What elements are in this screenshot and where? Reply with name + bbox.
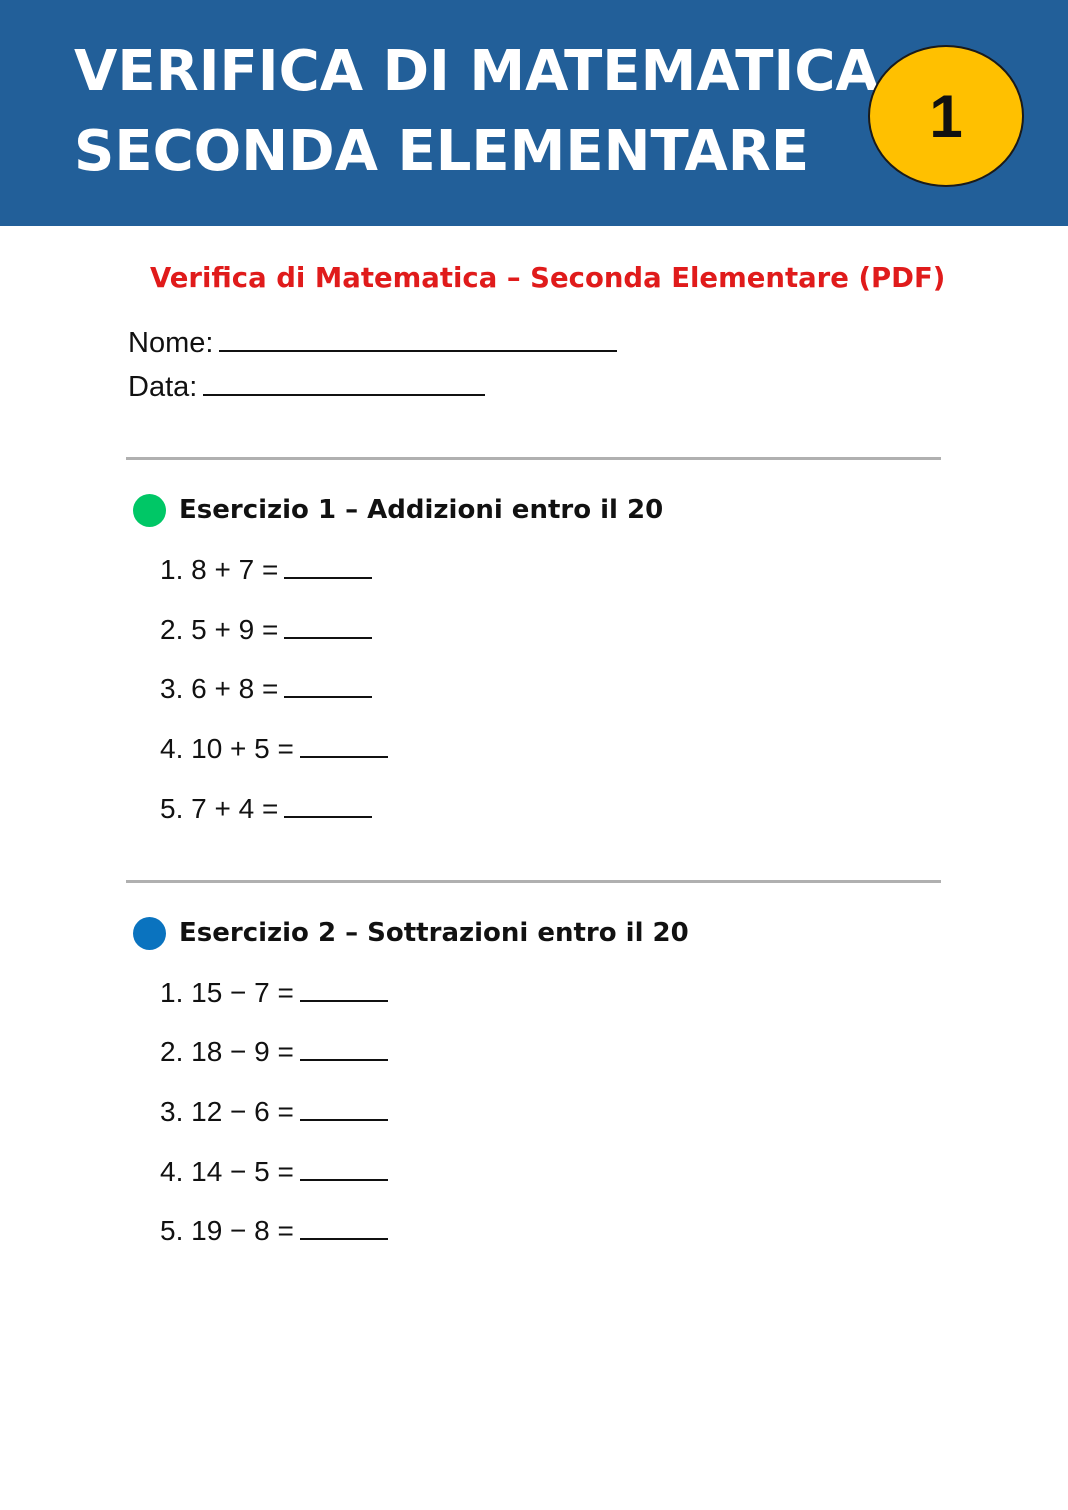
exercise-1-item-3-text: 3. 6 + 8 = bbox=[160, 673, 279, 704]
green-circle-icon bbox=[133, 494, 166, 527]
date-blank-line[interactable] bbox=[203, 368, 485, 396]
answer-blank[interactable] bbox=[300, 1035, 388, 1061]
exercise-1-item-4-text: 4. 10 + 5 = bbox=[160, 733, 294, 764]
page-subtitle: Verifica di Matematica – Seconda Elementare (PDF) bbox=[150, 262, 946, 294]
answer-blank[interactable] bbox=[300, 1155, 388, 1181]
exercise-2-item-2 bbox=[160, 1034, 388, 1070]
section-divider bbox=[126, 457, 941, 460]
blue-circle-icon bbox=[133, 917, 166, 950]
exercise-2-item-4 bbox=[160, 1154, 388, 1190]
exercise-2-item-1-text: 1. 15 − 7 = bbox=[160, 977, 294, 1008]
exercise-2-item-1 bbox=[160, 975, 388, 1011]
exercise-2-item-2-text: 2. 18 − 9 = bbox=[160, 1036, 294, 1067]
answer-blank[interactable] bbox=[300, 976, 388, 1002]
exercise-1-item-4 bbox=[160, 731, 388, 767]
answer-blank[interactable] bbox=[300, 1095, 388, 1121]
exercise-1-heading bbox=[133, 492, 663, 528]
exercise-2-item-5-text: 5. 19 − 8 = bbox=[160, 1215, 294, 1246]
exercise-1-item-5-text: 5. 7 + 4 = bbox=[160, 793, 279, 824]
exercise-2-heading bbox=[133, 915, 689, 951]
exercise-2-item-4-text: 4. 14 − 5 = bbox=[160, 1156, 294, 1187]
exercise-1-item-1 bbox=[160, 552, 372, 588]
exercise-1-item-5 bbox=[160, 791, 372, 827]
name-label: Nome: bbox=[128, 327, 214, 359]
answer-blank[interactable] bbox=[300, 732, 388, 758]
exercise-2-item-3 bbox=[160, 1094, 388, 1130]
exercise-1-title: Esercizio 1 – Addizioni entro il 20 bbox=[179, 495, 664, 525]
exercise-1-item-2-text: 2. 5 + 9 = bbox=[160, 614, 279, 645]
exercise-2-item-3-text: 3. 12 − 6 = bbox=[160, 1096, 294, 1127]
exercise-1-item-1-text: 1. 8 + 7 = bbox=[160, 554, 279, 585]
answer-blank[interactable] bbox=[284, 672, 372, 698]
answer-blank[interactable] bbox=[284, 613, 372, 639]
answer-blank[interactable] bbox=[300, 1214, 388, 1240]
exercise-2-item-5 bbox=[160, 1213, 388, 1249]
banner-title-line-2: SECONDA ELEMENTARE bbox=[74, 119, 810, 184]
exercise-1-item-2 bbox=[160, 612, 372, 648]
date-field bbox=[128, 368, 485, 405]
section-divider bbox=[126, 880, 941, 883]
exercise-2-title: Esercizio 2 – Sottrazioni entro il 20 bbox=[179, 918, 689, 948]
name-blank-line[interactable] bbox=[219, 324, 617, 352]
exercise-1-item-3 bbox=[160, 671, 372, 707]
banner-title-line-1: VERIFICA DI MATEMATICA bbox=[74, 39, 879, 104]
answer-blank[interactable] bbox=[284, 553, 372, 579]
worksheet-number-badge: 1 bbox=[868, 45, 1024, 187]
header-banner bbox=[0, 0, 1068, 226]
answer-blank[interactable] bbox=[284, 792, 372, 818]
date-label: Data: bbox=[128, 371, 198, 403]
name-field bbox=[128, 324, 617, 361]
